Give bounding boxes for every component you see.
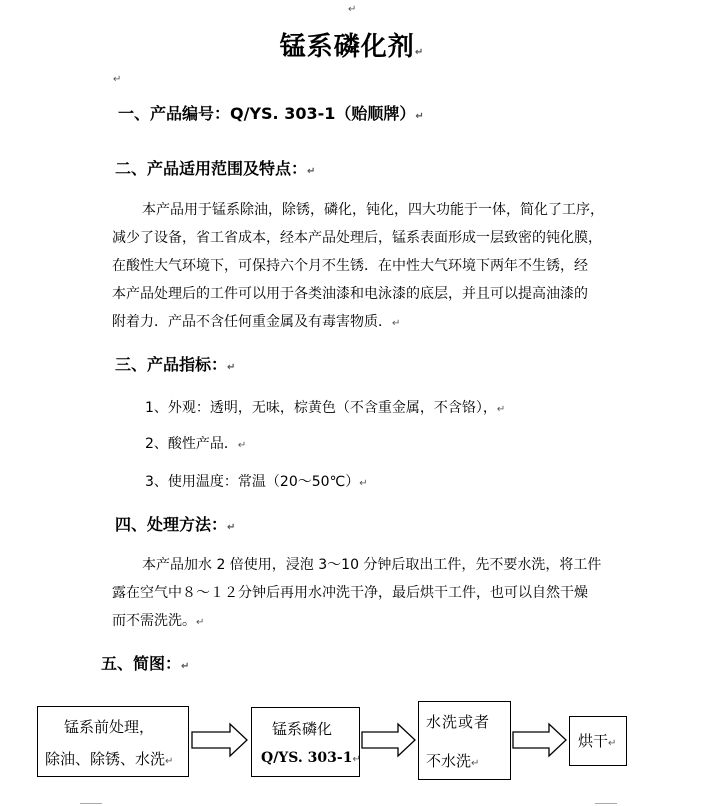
flow-box-pretreatment	[37, 706, 189, 777]
spec-item: 2、酸性产品．↵	[145, 436, 247, 452]
title-text: 锰系磷化剂	[279, 32, 415, 62]
section-4-line: 而不需洗洗。↵	[112, 613, 205, 629]
section-4-line: 露在空气中８～１２分钟后再用水冲洗干净，最后烘干工件，也可以自然干燥	[112, 585, 588, 601]
paragraph-mark: ↵	[415, 111, 424, 122]
spec-item: 3、使用温度：常温（20～50℃）↵	[145, 474, 368, 490]
section-2-line: 附着力．产品不含任何重金属及有毒害物质．↵	[112, 314, 401, 330]
section-4-heading: 四、处理方法：↵	[115, 515, 236, 534]
flow-box-text: Q/YS. 303-1↵	[261, 750, 361, 766]
section-2-heading: 二、产品适用范围及特点：↵	[115, 159, 316, 178]
paragraph-mark: ↵	[227, 522, 236, 533]
flow-box-phosphating	[251, 707, 360, 777]
section-2-line: 减少了设备，省工省成本，经本产品处理后，锰系表面形成一层致密的钝化膜，	[112, 230, 602, 246]
paragraph-mark: ↵	[196, 617, 205, 628]
paragraph-mark: ↵	[471, 758, 480, 769]
paragraph-mark: ↵	[352, 754, 361, 765]
flow-box-text: 锰系前处理，	[64, 718, 155, 736]
paragraph-mark: ↵	[165, 756, 174, 767]
flow-box-text: 不水洗↵	[426, 752, 480, 770]
paragraph-mark: ↵	[113, 74, 122, 85]
section-2-line: 在酸性大气环境下，可保持六个月不生锈．在中性大气环境下两年不生锈，经	[112, 258, 588, 274]
flow-box-text: 烘干↵	[578, 732, 617, 750]
document-title	[0, 26, 704, 63]
paragraph-mark: ↵	[414, 47, 425, 58]
section-2-line: 本产品用于锰系除油，除锈，磷化，钝化，四大功能于一体，简化了工序，	[142, 202, 604, 218]
section-5-heading: 五、简图：↵	[101, 654, 190, 673]
paragraph-mark: ↵	[348, 4, 357, 15]
flow-arrow	[360, 722, 418, 758]
flow-box-rinse	[418, 701, 511, 780]
paragraph-mark: ↵	[359, 478, 368, 489]
flow-arrow	[511, 722, 569, 758]
flow-box-text: 除油、除锈、水洗↵	[45, 750, 174, 768]
flow-arrow	[190, 722, 250, 758]
paragraph-mark: ↵	[496, 404, 506, 415]
paragraph-mark: ↵	[307, 166, 316, 177]
section-4-line: 本产品加水 2 倍使用，浸泡 3～10 分钟后取出工件，先不要水洗，将工件	[142, 557, 602, 573]
paragraph-mark: ↵	[227, 362, 236, 373]
paragraph-mark: ↵	[237, 440, 247, 451]
section-3-heading: 三、产品指标：↵	[115, 355, 236, 374]
page-edge-mark	[80, 803, 102, 804]
flow-box-text: 水洗或者	[426, 713, 491, 731]
flow-box-text: 锰系磷化	[272, 720, 333, 738]
page-edge-mark	[595, 803, 617, 804]
flow-box-drying	[569, 716, 627, 766]
spec-item: 1、外观：透明，无味，棕黄色（不含重金属，不含铬），↵	[145, 400, 506, 416]
paragraph-mark: ↵	[181, 661, 190, 672]
section-1-heading: 一、产品编号：Q/YS. 303-1（贻顺牌）↵	[118, 104, 424, 123]
paragraph-mark: ↵	[608, 738, 617, 749]
paragraph-mark: ↵	[392, 318, 401, 329]
section-2-line: 本产品处理后的工件可以用于各类油漆和电泳漆的底层，并且可以提高油漆的	[112, 286, 588, 302]
